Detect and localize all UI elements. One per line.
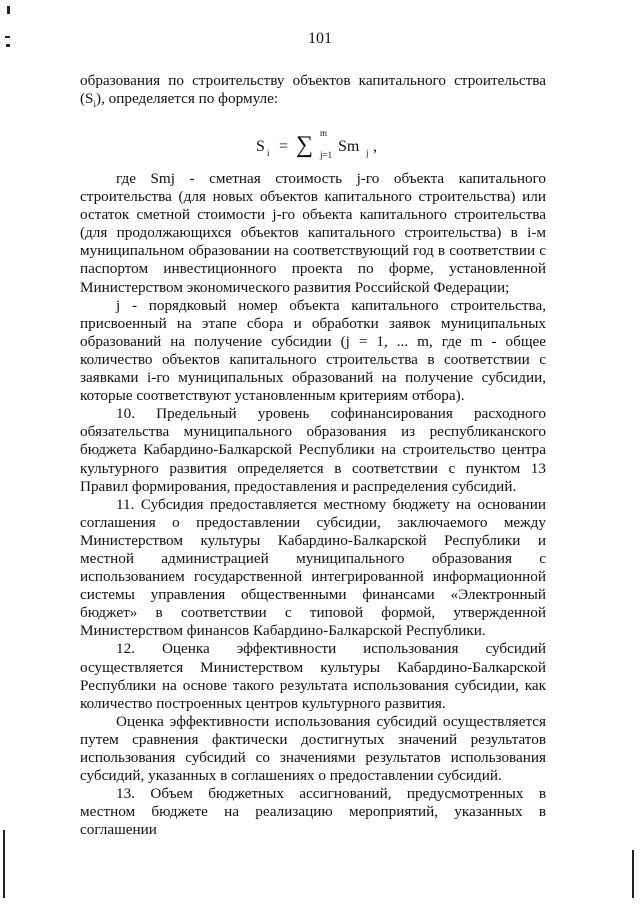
paragraph: 11. Субсидия предоставляется местному бюджету на основании соглашения о предоставлении субсидии, заключаемого между Министерством культуры Кабардино-Балкарской Республики и местной администрацией муниципального образования с использованием государственной интегрированной информационной системы управления общественными финансами «Электронный бюджет» в соответствии с типовой формой, утвержденной Министерством финансов Кабардино-Балкарской Республики.	[80, 495, 546, 640]
intro-text: образования по строительству объектов капитального строительства (S	[80, 72, 546, 108]
formula-lower-limit: j=1	[320, 150, 333, 160]
paragraph: Оценка эффективности использования субсидий осуществляется путем сравнения фактически достигнутых значений результатов использования субсидий со значениями результатов использования субсидий, указанных в соглашениях о предоставлении субсидий.	[80, 712, 546, 785]
formula-lhs-subscript: i	[267, 148, 270, 158]
paragraph: 13. Объем бюджетных ассигнований, предусмотренных в местном бюджете на реализацию мероприятий, указанных в соглашении	[80, 785, 546, 839]
formula-upper-limit: m	[320, 128, 328, 138]
intro-subscript: i	[93, 99, 97, 110]
formula-lhs: S	[256, 138, 265, 155]
intro-end: ), определяется по формуле:	[96, 90, 279, 108]
paragraph: 10. Предельный уровень софинансирования расходного обязательства муниципального образования из республиканского бюджета Кабардино-Балкарской Республики на строительство центра культурного развития определяется в соответствии с пунктом 13 Правил формирования, предоставления и распределения субсидий.	[80, 405, 546, 495]
scan-mark-bottom-right	[632, 850, 634, 898]
paragraph: j - порядковый номер объекта капитального строительства, присвоенный на этапе сбора и обработки заявок муниципальных образований на получение субсидии (j = 1, ... m, где m - общее количество объектов капитального строительства в соответствии с заявками i-го муниципальных образований на получение субсидии, которые соответствуют установленным критериям отбора).	[80, 296, 546, 405]
page-number: 101	[308, 30, 332, 47]
sigma-symbol: ∑	[296, 132, 314, 158]
scan-mark-bottom	[3, 830, 5, 898]
formula-equals: =	[279, 138, 289, 155]
paragraph: где Smj - сметная стоимость j-го объекта капитального строительства (для новых объектов капитального строительства) или остаток сметной стоимости j-го объекта капитального строительства (для продолжающихся объектов капитального строительства) в i-м муниципальном образовании на соответствующий год в соответствии с паспортом инвестиционного проекта по форме, установленной Министерством экономического развития Российской Федерации;	[80, 170, 546, 296]
paragraph: 12. Оценка эффективности использования субсидий осуществляется Министерством культуры Кабардино-Балкарской Республики на основе такого результата использования субсидии, как количество построенных центров культурного развития.	[80, 640, 546, 712]
formula-comma: ,	[373, 138, 377, 155]
formula-term: Sm	[338, 138, 360, 155]
summation-formula	[240, 128, 410, 168]
scan-mark-top	[7, 6, 10, 14]
intro-paragraph	[80, 72, 546, 113]
body-text	[80, 170, 546, 839]
formula-term-subscript: j	[366, 148, 369, 158]
